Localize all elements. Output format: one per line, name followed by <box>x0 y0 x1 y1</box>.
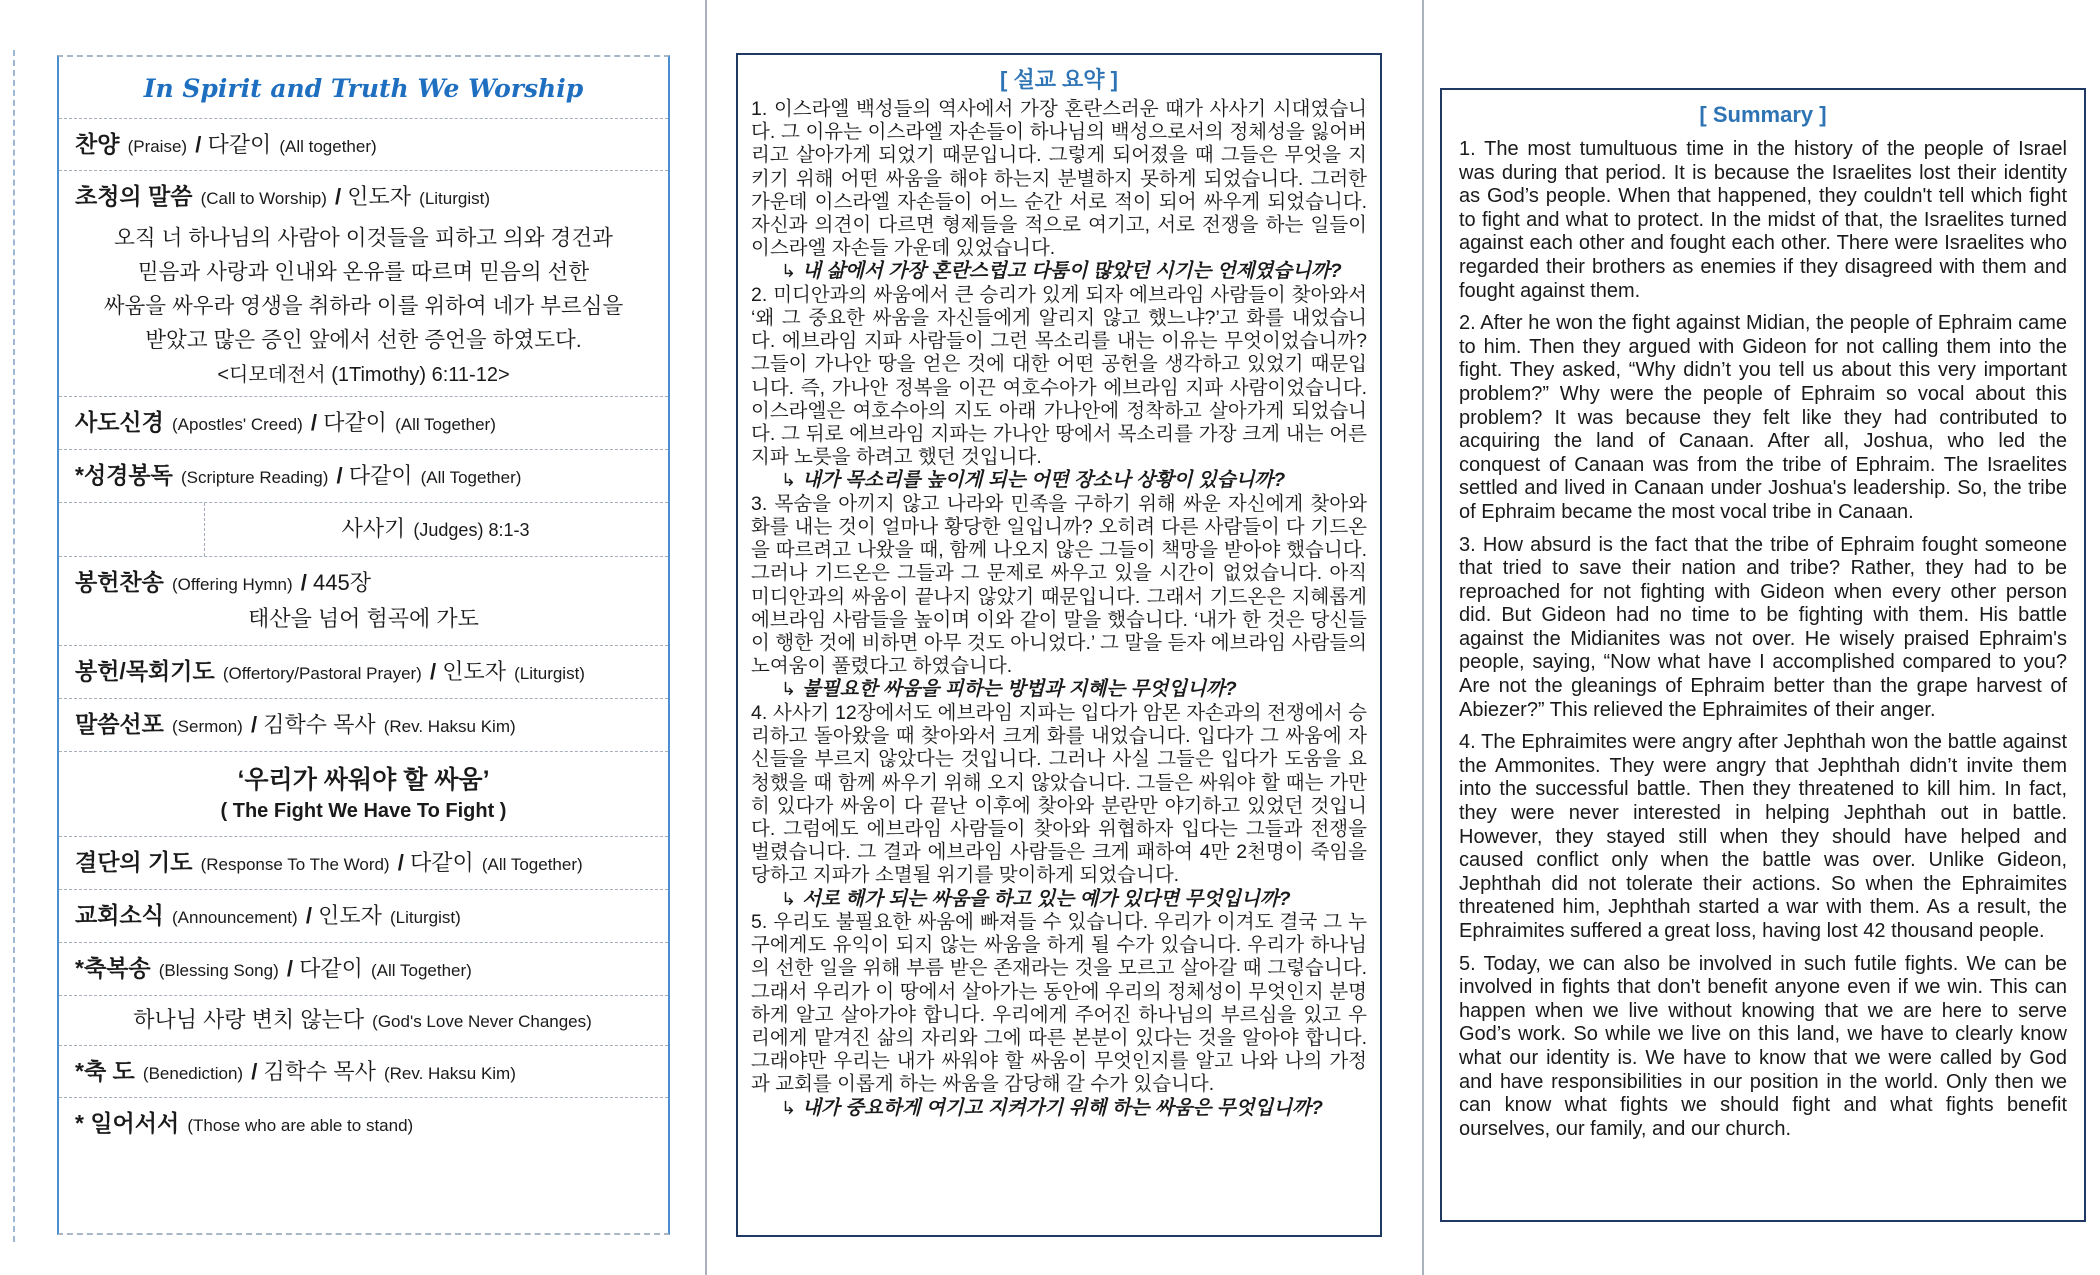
order-item-english: (Scripture Reading) <box>180 468 329 488</box>
reflection-question-1 <box>751 260 1367 283</box>
order-row-announcement <box>59 890 668 943</box>
preacher-name-english: (Rev. Haksu Kim) <box>383 716 516 736</box>
order-role-korean: 다같이 <box>207 131 272 157</box>
order-item-korean: 말씀선포 <box>75 710 164 737</box>
standing-note-korean: * 일어서서 <box>75 1110 180 1137</box>
order-role-english: (Liturgist) <box>419 189 491 209</box>
english-summary-panel <box>1440 88 2086 1222</box>
reflection-question-5 <box>751 1097 1367 1120</box>
order-row-praise <box>59 119 668 172</box>
order-item-english: (Sermon) <box>172 716 243 736</box>
order-item-english: (Benediction) <box>142 1063 244 1083</box>
blessing-song-title-korean: 하나님 사랑 변치 않는다 <box>133 1006 365 1032</box>
separator-slash: / <box>195 131 202 157</box>
separator-slash: / <box>250 711 258 737</box>
reflection-question-2 <box>751 469 1367 492</box>
hymn-title: 태산을 넘어 험곡에 가도 <box>248 606 479 632</box>
order-row-blessing-song <box>59 943 668 996</box>
reflection-question-3 <box>751 678 1367 701</box>
sermon-summary-paragraph-4: 4. 사사기 12장에서도 에브라임 지파는 입다가 암몬 자손과의 전쟁에서 승리하고 돌아왔을 때 찾아와서 크게 화를 내었습니다. 입다가 그 싸움에 자신들을 부르지 않았다는 것입니다. 그러나 사실 그들은 입다가 도움을 요청했을 때 함께 싸우기 위해 오지 않았습니다. 그들은 싸워야 할 때는 가만히 있다가 싸움이 다 끝난 이후에 찾아와 분란만 야기하고 있었던 것입니다. 그럼에도 에브라임 사람들이 찾아와 위협하자 입다는 그들과 전쟁을 벌렸습니다. 그 결과 에브라임 사람들은 크게 패하여 4만 2천명이 죽임을 당하고 지파가 소멸될 위기를 맞이하게 되었습니다. <box>751 701 1367 887</box>
order-item-korean: 결단의 기도 <box>75 849 193 876</box>
return-arrow-icon: ↳ <box>781 679 797 700</box>
call-to-worship-heading <box>75 182 652 212</box>
reflection-question-text: 내가 중요하게 여기고 지켜가기 위해 하는 싸움은 무엇입니까? <box>802 1096 1323 1119</box>
preacher-name-english: (Rev. Haksu Kim) <box>383 1063 516 1083</box>
reflection-question-text: 내 삶에서 가장 혼란스럽고 다툼이 많았던 시기는 언제였습니까? <box>802 260 1342 283</box>
order-row-offering-hymn <box>59 557 668 646</box>
standing-note-english: (Those who are able to stand) <box>187 1116 414 1136</box>
english-paragraph-5: 5. Today, we can also be involved in such futile fights. We can be involved in fights that don't benefit anyone even if we win. This can happen when we live without knowing that we are here to serve God’s work. So while we live on this land, we have to clearly know what our identity is. We have to know that we were called by God and have responsibilities in our position in the world. Only then we can know what fights we should fight and what fights benefit ourselves, our family, and our church. <box>1459 952 2067 1140</box>
order-item-english: (Apostles' Creed) <box>172 415 303 435</box>
order-row-offertory-pastoral-prayer <box>59 646 668 699</box>
order-role-korean: 인도자 <box>442 659 506 685</box>
order-item-korean: *성경봉독 <box>75 462 173 489</box>
order-role-korean: 인도자 <box>347 184 412 210</box>
passage-reference-english: (Judges) 8:1-3 <box>413 519 530 540</box>
scripture-text <box>75 222 652 358</box>
sermon-title-english: ( The Fight We Have To Fight ) <box>220 800 507 823</box>
reflection-question-text: 불필요한 싸움을 피하는 방법과 지혜는 무엇입니까? <box>802 678 1237 701</box>
order-role-english: (Liturgist) <box>514 664 585 684</box>
return-arrow-icon: ↳ <box>781 888 797 909</box>
scripture-passage-cell <box>204 503 668 556</box>
reflection-question-text: 서로 해가 되는 싸움을 하고 있는 예가 있다면 무엇입니까? <box>802 887 1291 910</box>
sermon-summary-paragraph-5: 5. 우리도 불필요한 싸움에 빠져들 수 있습니다. 우리가 이겨도 결국 그 누구에게도 유익이 되지 않는 싸움을 하게 될 수가 있습니다. 우리가 하나님의 선한 일을 위해 부름 받은 존재라는 것을 모르고 살아갈 때 그렇습니다. 그래서 우리가 이 땅에서 살아가는 동안에 우리의 정체성이 무엇인지 분명하게 알고 살아가야 합니다. 우리에게 주어진 하나님의 부르심을 있고 우리에게 맡겨진 삶의 자리와 그에 따른 본분이 있다는 것을 알아야 합니다. 그래야만 우리는 내가 싸워야 할 싸움이 무엇인지를 알고 나와 나의 가정과 교회를 이롭게 하는 싸움을 감당해 갈 수가 있습니다. <box>751 910 1367 1096</box>
order-role-english: (All Together) <box>395 415 496 435</box>
order-role-korean: 다같이 <box>348 463 413 489</box>
order-item-korean: 찬양 <box>75 130 120 157</box>
sermon-summary-panel <box>736 53 1382 1237</box>
return-arrow-icon: ↳ <box>781 470 797 491</box>
reflection-question-4 <box>751 888 1367 911</box>
separator-slash: / <box>310 410 318 436</box>
page-edge-dashed-line <box>13 50 15 1242</box>
reflection-question-text: 내가 목소리를 높이게 되는 어떤 장소나 상황이 있습니까? <box>802 469 1286 492</box>
preacher-name-korean: 김학수 목사 <box>263 711 376 737</box>
separator-slash: / <box>251 1058 258 1084</box>
worship-order-title: In Spirit and Truth We Worship <box>143 74 584 103</box>
worship-order-title-row <box>59 57 668 119</box>
worship-order-panel <box>57 55 670 1235</box>
separator-slash: / <box>429 659 437 685</box>
sermon-summary-paragraph-1: 1. 이스라엘 백성들의 역사에서 가장 혼란스러운 때가 사사기 시대였습니다. 그 이유는 이스라엘 자손들이 하나님의 백성으로서의 정체성을 잃어버리고 살아가게 되었기 때문입니다. 그렇게 되어졌을 때 그들은 무엇을 지키기 위해 어떤 싸움을 해야 하는지 분별하지 못하게 되었습니다. 그러한 가운데 이스라엘 자손들이 어느 순간 서로 적이 되어 싸우게 되었습니다. 자신과 의견이 다르면 형제들을 적으로 여기고, 서로 전쟁을 하는 일들이 이스라엘 자손들 가운데 있었습니다. <box>751 98 1367 260</box>
scripture-passage-row <box>59 503 668 557</box>
order-item-english: (Blessing Song) <box>158 961 279 981</box>
blessing-song-title-english: (God's Love Never Changes) <box>372 1011 592 1031</box>
order-row-sermon <box>59 699 668 752</box>
return-arrow-icon: ↳ <box>781 1097 797 1118</box>
fold-line-1 <box>705 0 707 1275</box>
order-row-apostles-creed <box>59 397 668 450</box>
passage-book-korean: 사사기 <box>341 515 406 541</box>
english-paragraph-3: 3. How absurd is the fact that the tribe of Ephraim fought someone that tried to save their nation and tribe? Rather, they had to be reproached for not fighting with Gideon when every other person did. But Gideon had no time to be fighting with them. His battle against the Midianites was not over. He wisely praised Ephraim's people, saying, “Now what have I accomplished compared to you? Are not the gleanings of Ephraim better than the grape harvest of Abiezer?” This relieved the Ephraimites of their anger. <box>1459 533 2067 721</box>
order-item-korean: 교회소식 <box>75 902 164 929</box>
order-row-response-to-the-word <box>59 837 668 890</box>
scripture-line: 믿음과 사랑과 인내와 온유를 따르며 믿음의 선한 <box>137 260 590 285</box>
order-row-scripture-reading <box>59 450 668 503</box>
separator-slash: / <box>336 463 343 489</box>
english-paragraph-2: 2. After he won the fight against Midian, the people of Ephraim came to him. Then they argued with Gideon for not calling them into the fight. They asked, “Why didn’t you tell us about this very important problem?” Why were the people of Ephraim so vocal about this problem? It was because they felt like they had contributed to acquiring the land of Canaan. After all, Joshua, who led the conquest of Canaan was from the tribe of Ephraim. The Israelites settled and lived in Canaan under Joshua's leadership. So, the tribe of Ephraim became the most vocal tribe in Canaan. <box>1459 312 2067 523</box>
order-item-korean: 봉헌/목회기도 <box>75 658 215 685</box>
english-paragraph-1: 1. The most tumultuous time in the history of the people of Israel was during that period. It is because the Israelites lost their identity as God’s people. When that happened, they couldn't tell which fight to fight and what to protect. In the midst of that, the Israelites turned against each other and fought each other. There were Israelites who regarded their brothers as enemies if they disagreed with them and fought against them. <box>1459 138 2067 302</box>
offering-hymn-heading <box>75 568 652 598</box>
scripture-reference: <디모데전서 (1Timothy) 6:11-12> <box>217 364 510 387</box>
order-item-english: (Announcement) <box>172 908 298 928</box>
separator-slash: / <box>335 184 342 210</box>
order-role-korean: 다같이 <box>409 850 474 876</box>
english-summary-title: [ Summary ] <box>1699 102 1827 127</box>
order-role-english: (All Together) <box>420 468 522 488</box>
scripture-line: 받았고 많은 증인 앞에서 선한 증언을 하였도다. <box>145 328 582 353</box>
fold-line-2 <box>1422 0 1424 1275</box>
scripture-line: 싸움을 싸우라 영생을 취하라 이를 위하여 네가 부르심을 <box>103 294 624 319</box>
order-row-call-to-worship <box>59 171 668 397</box>
hymn-number: 445장 <box>312 569 371 595</box>
order-role-english: (Liturgist) <box>389 908 461 928</box>
order-item-korean: *축복송 <box>75 955 151 982</box>
order-role-english: (All Together) <box>481 855 583 875</box>
scripture-line: 오직 너 하나님의 사람아 이것들을 피하고 의와 경건과 <box>114 226 613 251</box>
return-arrow-icon: ↳ <box>781 261 797 282</box>
order-item-korean: 사도신경 <box>75 409 164 436</box>
order-item-english: (Offering Hymn) <box>172 574 293 594</box>
sermon-title-korean: ‘우리가 싸워야 할 싸움’ <box>237 765 490 794</box>
order-item-english: (Offertory/Pastoral Prayer) <box>222 664 422 684</box>
english-paragraph-4: 4. The Ephraimites were angry after Jephthah won the battle against the Ammonites. They were angry that Jephthah didn’t invite them into the successful battle. Then they threatened to kill him. In fact, they were never interested in helping Jephthah out in battle. However, they stayed still when they should have helped and caused conflict only when the battle was over. Unlike Gideon, Jephthah did not tolerate their actions. So when the Ephraimites threatened him, Jephthah started a war with them. As a result, the Ephraimites suffered a great loss, having lost 42 thousand people. <box>1459 731 2067 942</box>
blessing-song-title-row <box>59 996 668 1046</box>
order-role-korean: 인도자 <box>318 903 382 929</box>
sermon-summary-paragraph-2: 2. 미디안과의 싸움에서 큰 승리가 있게 되자 에브라임 사람들이 찾아와서 ‘왜 그 중요한 싸움을 자신들에게 알리지 않고 했느냐?’고 화를 내었습니다. 에브라임 지파 사람들이 그런 목소리를 내는 이유는 무엇이었습니까? 그들이 가나안 땅을 얻은 것에 대한 어떤 공헌을 생각하고 있었기 때문입니다. 즉, 가나안 정복을 이끈 여호수아가 에브라임 지파 사람이었습니다. 이스라엘은 여호수아의 지도 아래 가나안에 정착하고 살아가게 되었습니다. 그 뒤로 에브라임 지파는 가나안 땅에서 목소리를 가장 크게 내는 어른 지파 노릇을 하려고 했던 것입니다. <box>751 283 1367 469</box>
order-item-korean: 초청의 말씀 <box>75 183 193 210</box>
sermon-summary-title: [ 설교 요약 ] <box>1000 67 1118 92</box>
order-item-korean: 봉헌찬송 <box>75 568 164 595</box>
order-role-korean: 다같이 <box>299 956 363 982</box>
order-item-english: (Praise) <box>127 136 188 156</box>
standing-note-row <box>59 1098 668 1233</box>
order-row-benediction <box>59 1046 668 1099</box>
separator-slash: / <box>286 956 293 982</box>
separator-slash: / <box>305 903 312 929</box>
order-item-english: (Call to Worship) <box>200 189 327 209</box>
order-item-english: (Response To The Word) <box>200 855 390 875</box>
order-role-english: (All Together) <box>371 961 472 981</box>
separator-slash: / <box>397 850 404 876</box>
separator-slash: / <box>300 569 307 595</box>
order-role-korean: 다같이 <box>323 410 387 436</box>
preacher-name-korean: 김학수 목사 <box>263 1058 376 1084</box>
order-role-english: (All together) <box>279 136 377 156</box>
sermon-summary-paragraph-3: 3. 목숨을 아끼지 않고 나라와 민족을 구하기 위해 싸운 자신에게 찾아와 화를 내는 것이 얼마나 황당한 일입니까? 오히려 다른 사람들이 다 기드온을 따르려고 나왔을 때, 함께 나오지 않은 그들이 책망을 받아야 했습니다. 그러나 기드온은 그들과 그 문제로 싸우고 있을 시간이 없었습니다. 아직 미디안과의 싸움이 끝나지 않았기 때문입니다. 그래서 기드온은 지혜롭게 에브라임 사람들을 높이며 이와 같이 말을 했습니다. ‘내가 한 것은 당신들이 행한 것에 비하면 아무 것도 아니었다.’ 그 말을 듣자 에브라임 사람들의 노여움이 풀렸다고 하였습니다. <box>751 492 1367 678</box>
order-item-korean: *축 도 <box>75 1057 135 1084</box>
sermon-title-block <box>59 752 668 838</box>
